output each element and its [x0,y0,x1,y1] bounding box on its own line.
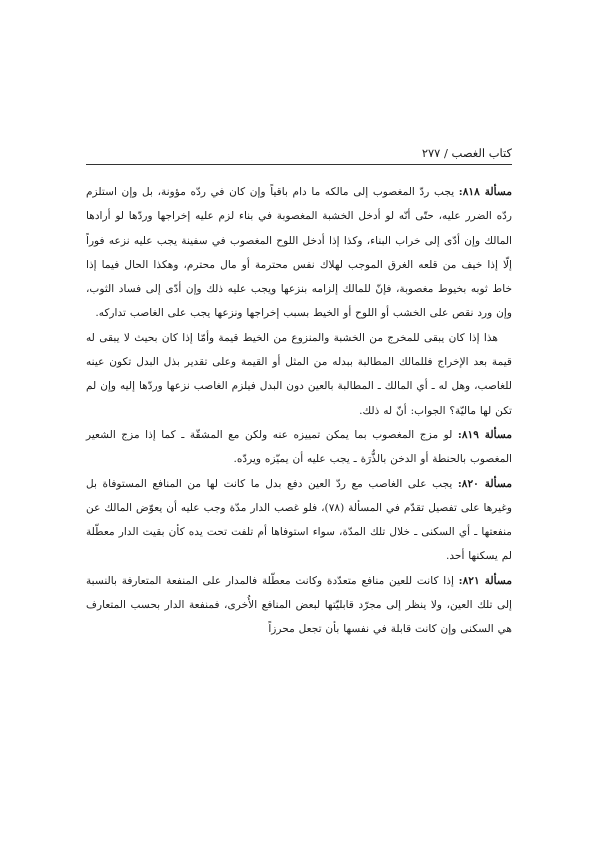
paragraph-masala-818 [86,180,512,326]
paragraph-text: يجب على الغاصب مع ردّ العين دفع بدل ما كانت لها من المنافع المستوفاة بل وغيرها على تفصيل تقدّم في المسألة (٧٨)، فلو غصب الدار مدّة وجب عليه أن يعوّض المالك عن منفعتها ـ أي السكنى ـ خلال تلك المدّة، سواء استوفاها أم تلفت تحت يده كأن بقيت الدار معطّلة لم يسكنها أحد. [86,477,512,563]
paragraph-text: يجب ردّ المغصوب إلى مالكه ما دام باقياً وإن كان في ردّه مؤونة، بل وإن استلزم ردّه الضرر عليه، حتّى أنّه لو أدخل الخشبة المغصوبة في بناء لزم عليه إخراجها وردّها لو أرادها المالك وإن أدّى إلى خراب البناء، وكذا إذا أدخل اللوح المغصوب في سفينة يجب عليه نزعه فوراً إلّا إذا خيف من قلعه الغرق الموجب لهلاك نفس محترمة أو مال محترم، وهكذا الحال فيما إذا خاط ثوبه بخيوط مغصوبة، فإنّ للمالك إلزامه بنزعها ويجب عليه ذلك وإن أدّى إلى فساد الثوب، وإن ورد نقص على الخشب أو اللوح أو الخيط بسبب إخراجها ونزعها يجب على الغاصب تداركه. [86,186,512,320]
masala-label: مسألة ٨٢١: [458,574,512,587]
paragraph-text: هذا إذا كان يبقى للمخرج من الخشبة والمنزوع من الخيط قيمة وأمّا إذا كان بحيث لا يبقى له قيمة بعد الإخراج فللمالك المطالبة ببدله من المثل أو القيمة وعلى تقدير بذل البدل تكون عينه للغاصب، وهل له ـ أي المالك ـ المطالبة بالعين دون البدل فيلزم الغاصب نزعها وردّها إليه وإن لم تكن لها ماليّة؟ الجواب: أنّ له ذلك. [86,331,512,417]
paragraph-masala-821 [86,569,512,642]
paragraph-text: لو مزج المغصوب بما يمكن تمييزه عنه ولكن مع المشقّة ـ كما إذا مزج الشعير المغصوب بالحنطة أو الدخن بالذُّرَة ـ يجب عليه أن يميّزه ويردّه. [86,428,512,466]
running-header [86,145,512,165]
paragraph-masala-820 [86,472,512,569]
book-page [86,145,512,642]
page-content [86,180,512,642]
paragraph-continuation [86,326,512,423]
paragraph-masala-819 [86,423,512,472]
masala-label: مسألة ٨١٨: [458,186,512,198]
paragraph-text: إذا كانت للعين منافع متعدّدة وكانت معطّلة فالمدار على المنفعة المتعارفة بالنسبة إلى تلك العين، ولا ينظر إلى مجرّد قابليّتها لبعض المنافع الأُخرى، فمنفعة الدار بحسب المتعارف هي السكنى وإن كانت قابلة في نفسها بأن تجعل محرزاً [86,574,512,636]
masala-label: مسألة ٨١٩: [457,428,512,441]
masala-label: مسألة ٨٢٠: [457,477,512,490]
running-title: كتاب الغصب / ٢٧٧ [421,146,512,160]
